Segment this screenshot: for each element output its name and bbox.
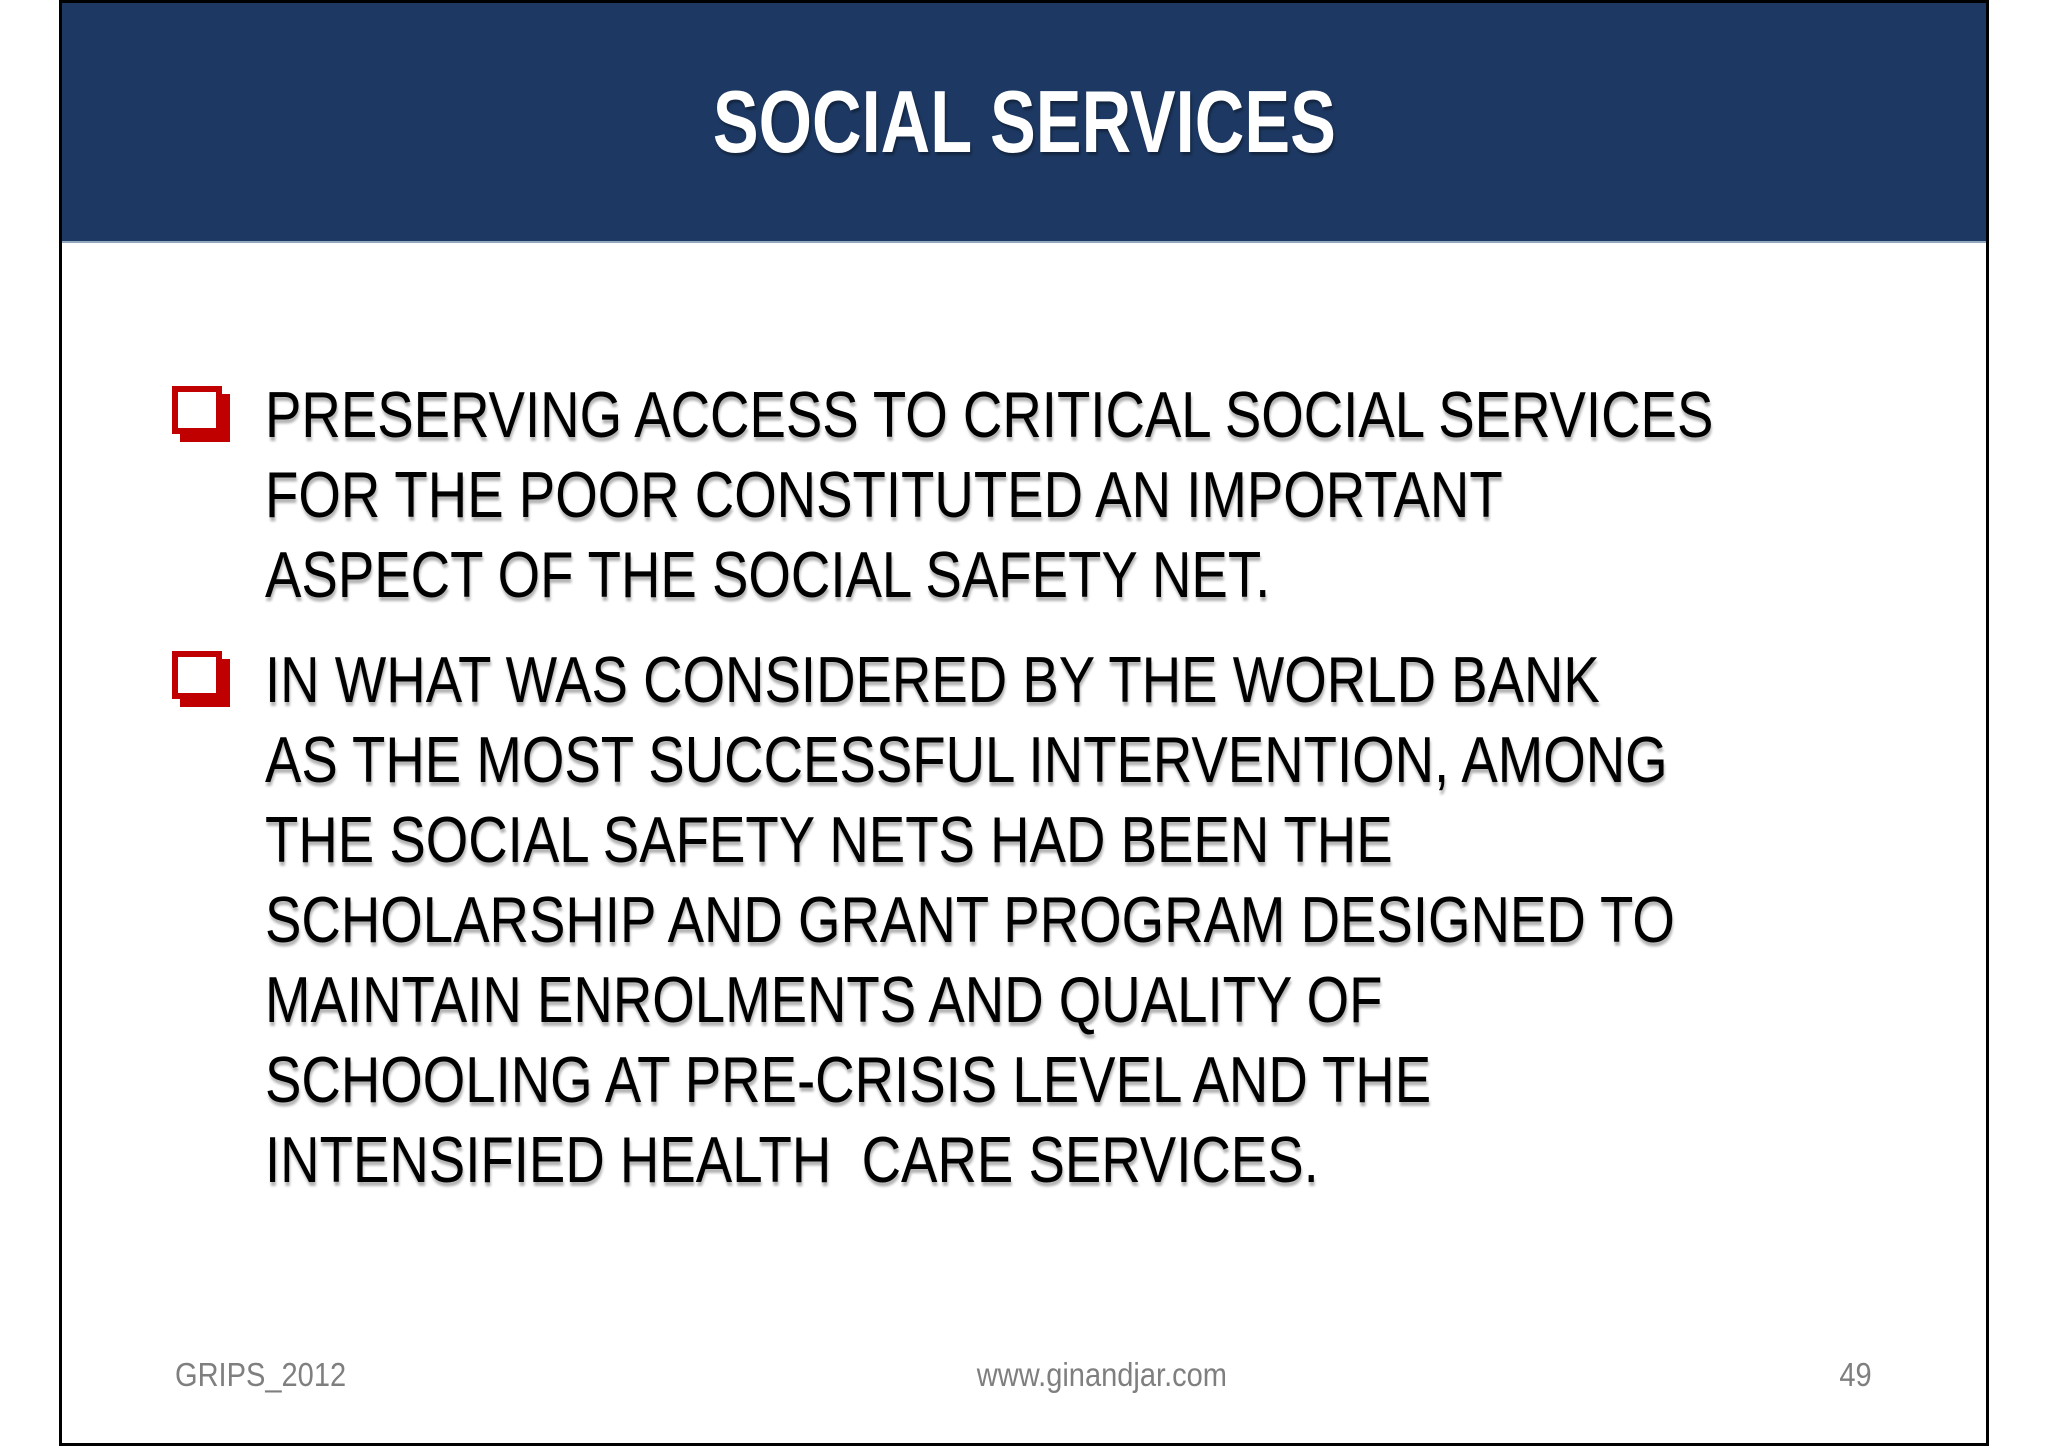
bullet-glyph-wrap — [172, 640, 265, 699]
slide-title: SOCIAL SERVICES — [712, 72, 1336, 171]
bullet-item-1 — [172, 375, 1966, 615]
slide — [59, 0, 1989, 1446]
footer-page-number: 49 — [1839, 1356, 1872, 1393]
footer-left-label: GRIPS_2012 — [175, 1356, 347, 1393]
bullet-glyph-wrap — [172, 375, 265, 434]
checkbox-square-icon — [172, 651, 222, 699]
slide-header — [62, 3, 1986, 243]
checkbox-square-icon — [172, 386, 222, 434]
footer-center-url: www.ginandjar.com — [977, 1356, 1228, 1393]
bullet-text-1: PRESERVING ACCESS TO CRITICAL SOCIAL SERVICES FOR THE POOR CONSTITUTED AN IMPORTANT ASPECT OF THE SOCIAL SAFETY NET. — [265, 378, 1714, 611]
slide-body — [172, 375, 1966, 1225]
bullet-item-2 — [172, 640, 1966, 1200]
slide-footer — [175, 1355, 1872, 1395]
bullet-text-2: IN WHAT WAS CONSIDERED BY THE WORLD BANK AS THE MOST SUCCESSFUL INTERVENTION, AMONG THE SOCIAL SAFETY NETS HAD BEEN THE SCHOLARSHIP AND GRANT PROGRAM DESIGNED TO MAINTAIN ENROLMENTS AND QUALITY OF SCHOOLING AT PRE-CRISIS LEVEL AND THE INTENSIFIED HEALTH CARE SERVICES. — [265, 643, 1675, 1196]
